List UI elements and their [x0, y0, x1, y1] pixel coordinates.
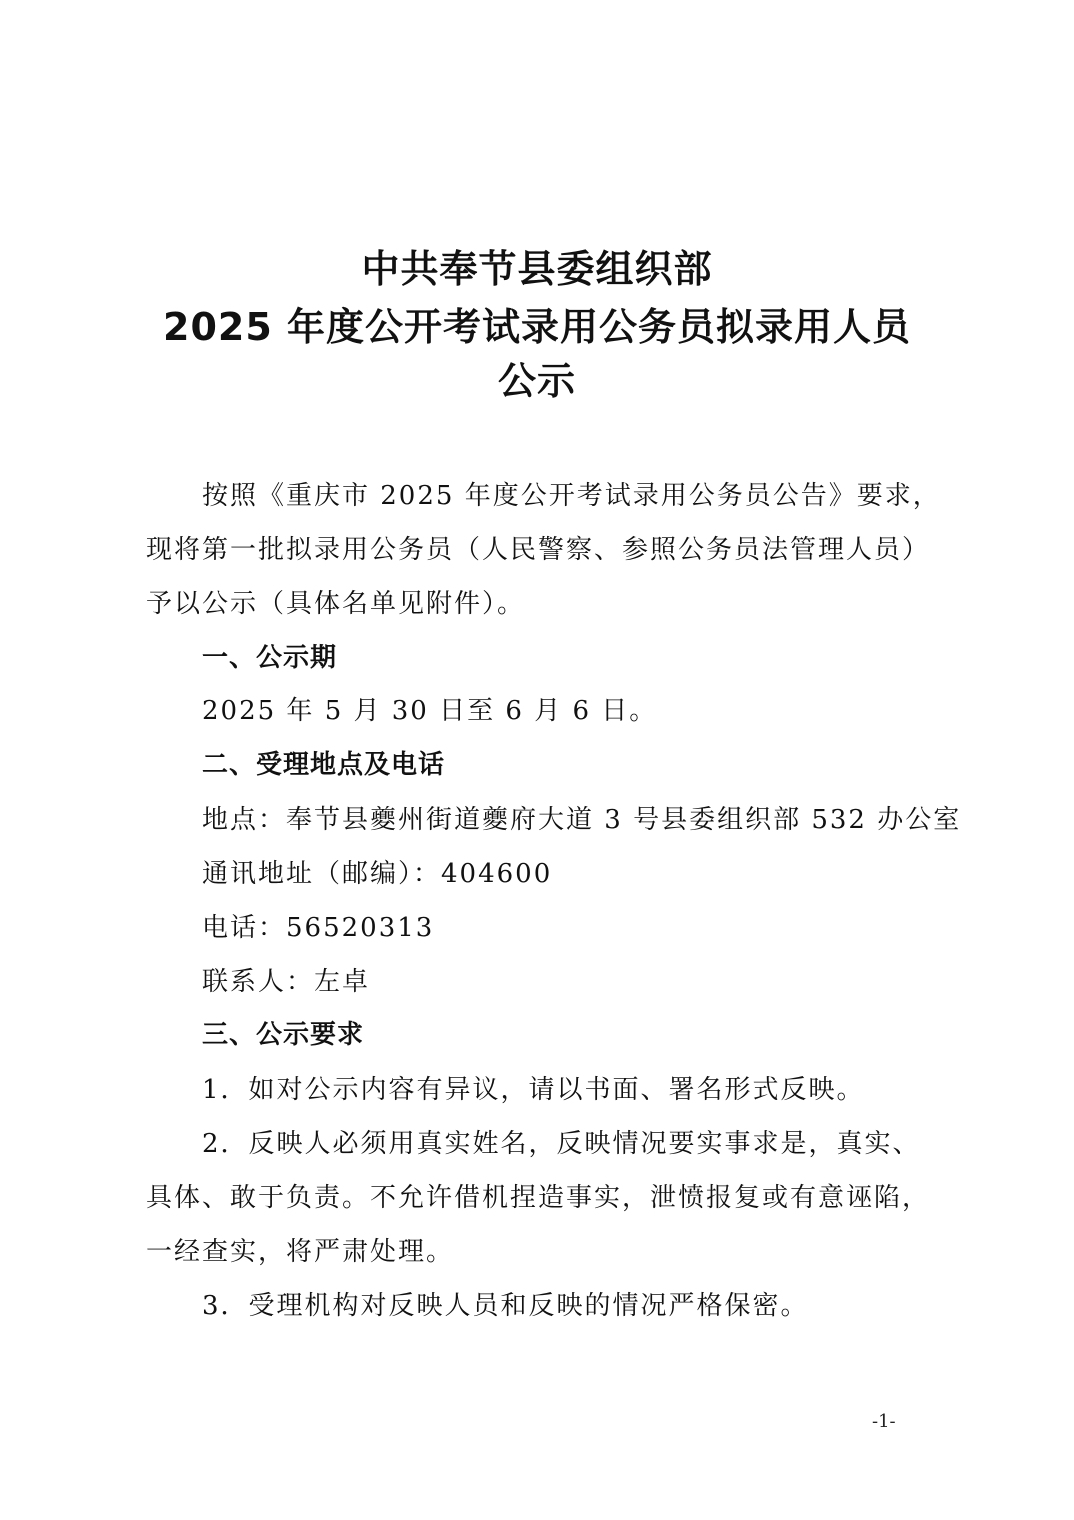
contact-person: 联系人：左卓 — [202, 967, 371, 997]
document-title-line-2: 2025 年度公开考试录用公务员拟录用人员 — [163, 305, 911, 349]
requirement-item-1: 1．如对公示内容有异议，请以书面、署名形式反映。 — [202, 1075, 865, 1105]
section-heading-contact: 二、受理地点及电话 — [202, 750, 446, 780]
notice-period-text: 2025 年 5 月 30 日至 6 月 6 日。 — [202, 696, 658, 726]
section-heading-notice-period: 一、公示期 — [202, 643, 338, 673]
intro-paragraph-line-3: 予以公示（具体名单见附件）。 — [146, 589, 526, 619]
intro-paragraph-line-1: 按照《重庆市 2025 年度公开考试录用公务员公告》要求， — [202, 481, 941, 511]
requirement-item-2-line-2: 具体、敢于负责。不允许借机捏造事实，泄愤报复或有意诬陷， — [146, 1183, 931, 1213]
contact-phone: 电话：56520313 — [202, 913, 435, 943]
requirement-item-2-line-1: 2．反映人必须用真实姓名，反映情况要实事求是，真实、 — [202, 1129, 921, 1159]
requirement-item-2-line-3: 一经查实，将严肃处理。 — [146, 1237, 455, 1267]
section-heading-requirements: 三、公示要求 — [202, 1020, 365, 1050]
requirement-item-3: 3．受理机构对反映人员和反映的情况严格保密。 — [202, 1291, 809, 1321]
contact-postal-code: 通讯地址（邮编）：404600 — [202, 859, 553, 889]
page-number: -1- — [872, 1411, 896, 1432]
document-title-line-3: 公示 — [497, 359, 576, 403]
intro-paragraph-line-2: 现将第一批拟录用公务员（人民警察、参照公务员法管理人员） — [146, 535, 931, 565]
document-title-line-1: 中共奉节县委组织部 — [361, 247, 713, 291]
contact-location: 地点：奉节县夔州街道夔府大道 3 号县委组织部 532 办公室 — [202, 805, 962, 835]
